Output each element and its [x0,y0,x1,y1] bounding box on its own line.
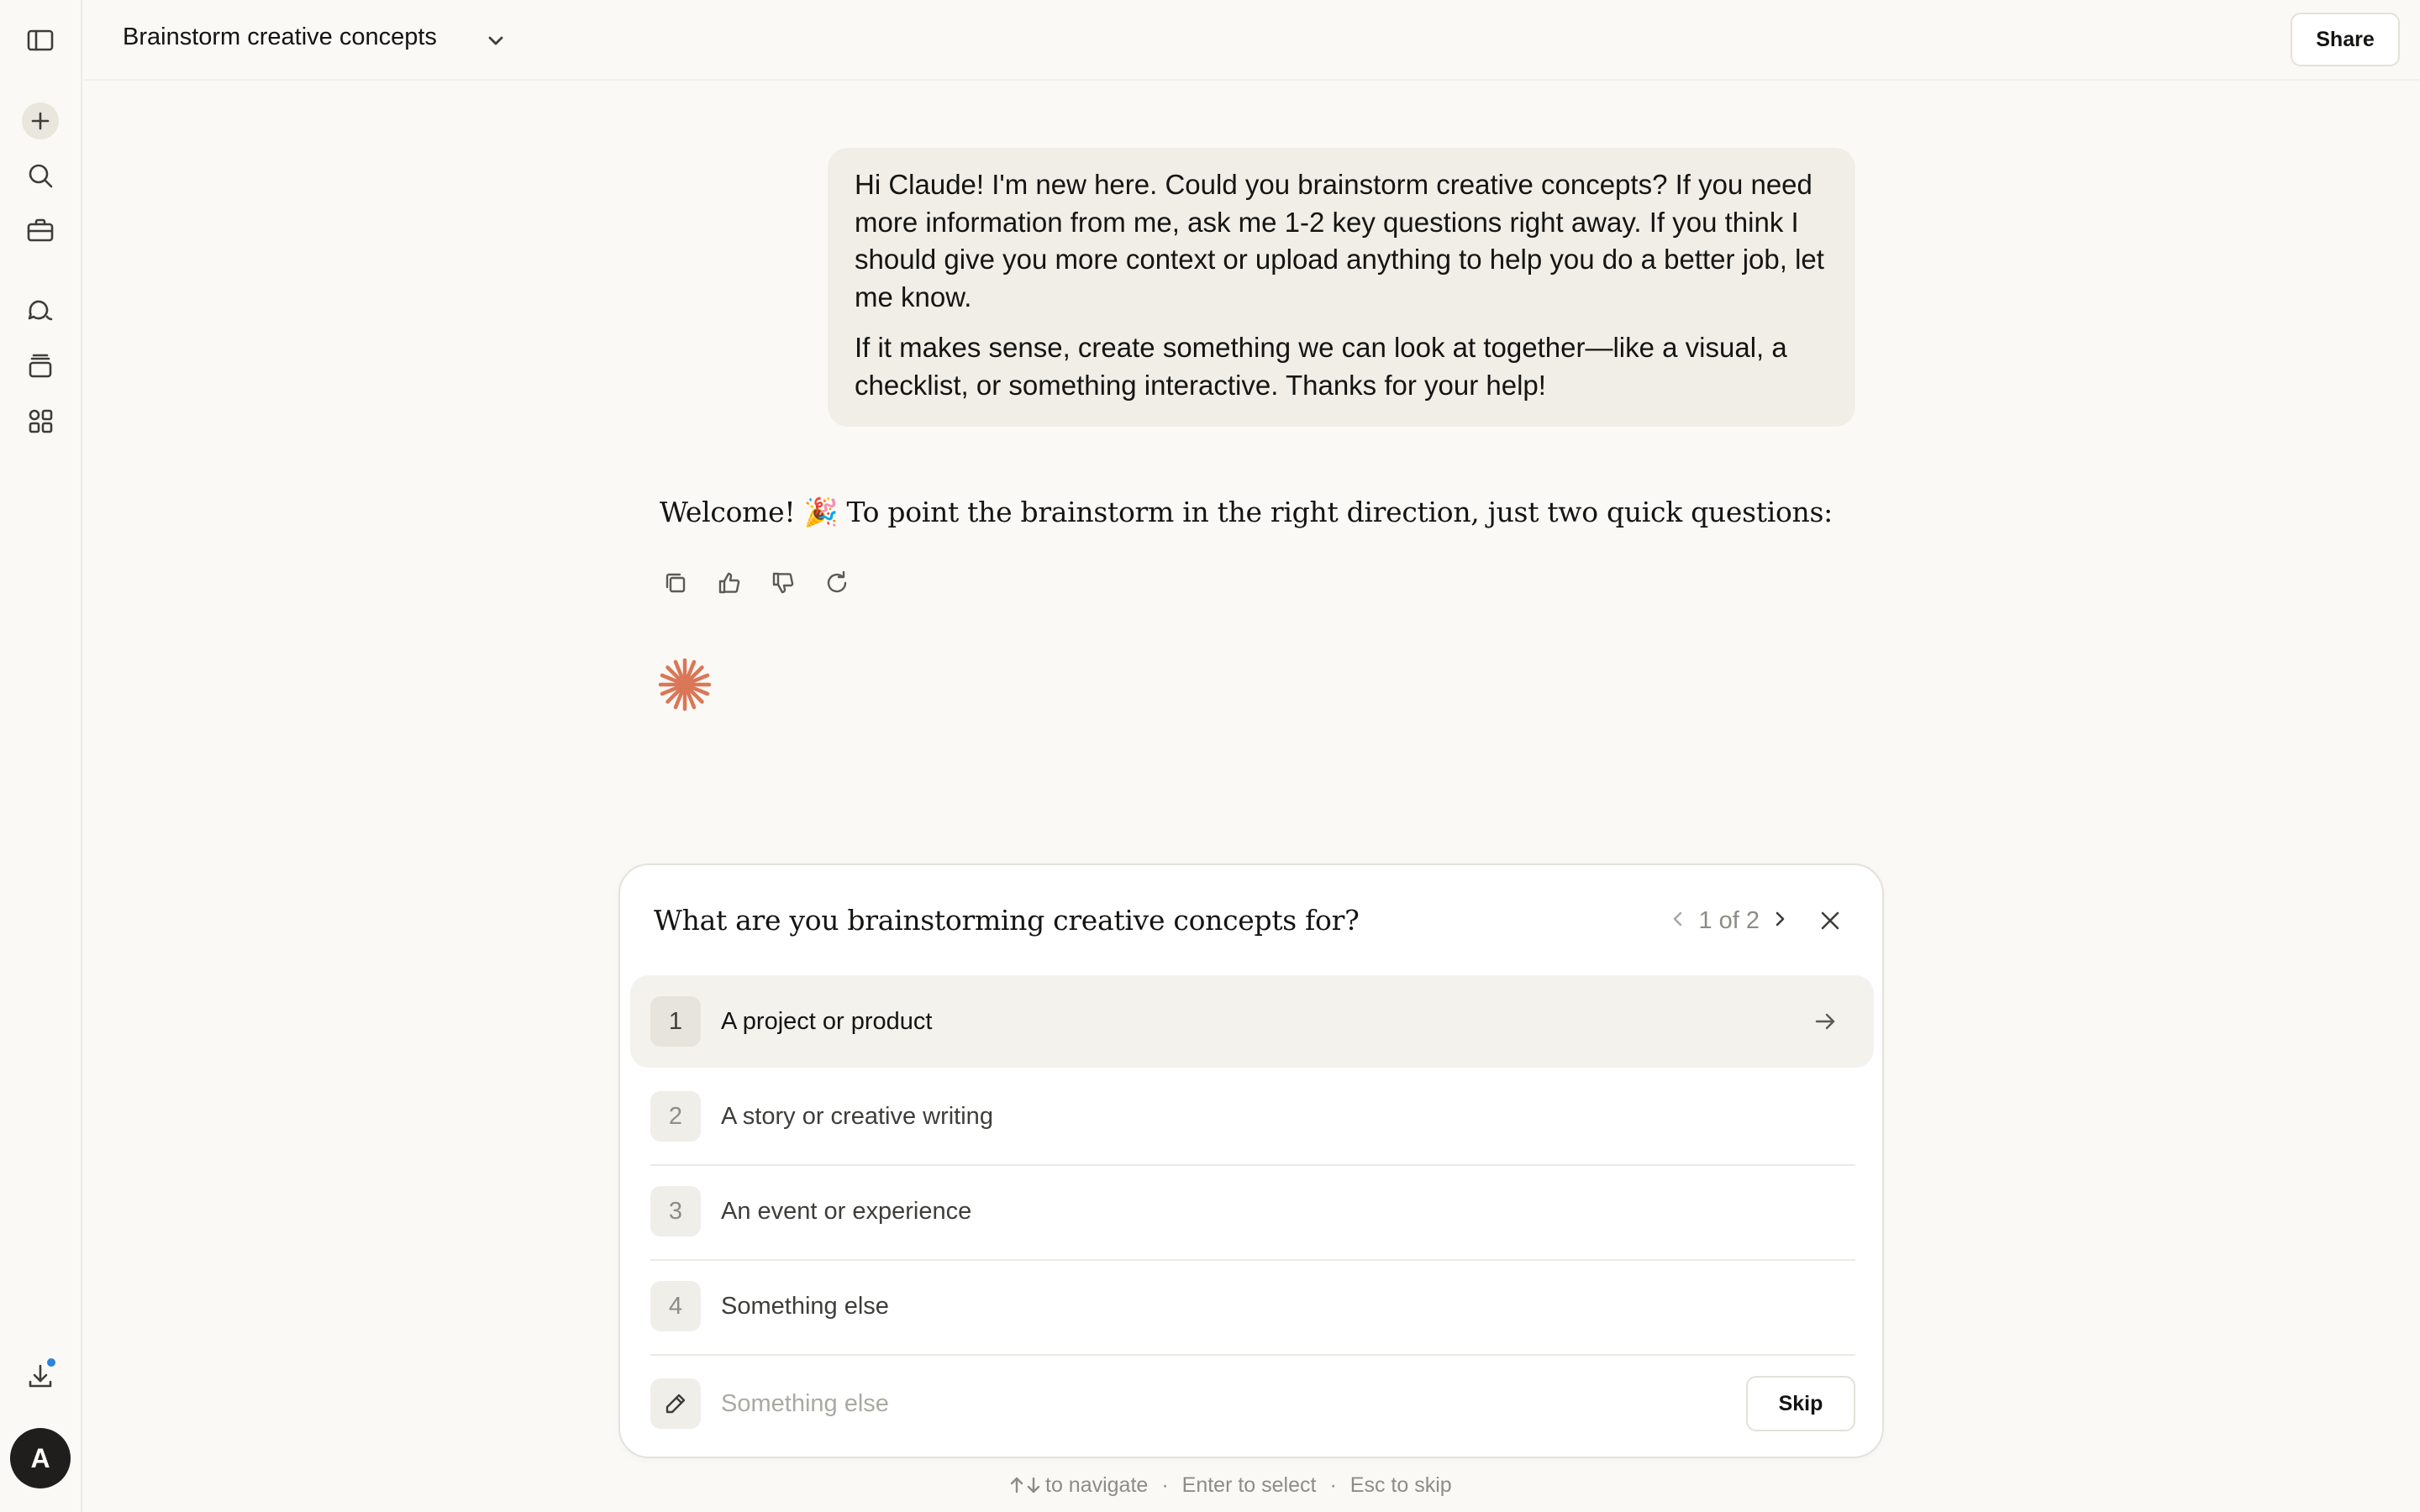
copy-icon [662,570,689,596]
retry-button[interactable] [817,563,857,603]
chevron-down-icon [485,29,507,51]
hint-separator: · [1329,1473,1337,1497]
arrow-right-icon [1810,1006,1840,1037]
option-3[interactable] [630,1165,1874,1257]
option-2[interactable] [630,1070,1874,1163]
copy-button[interactable] [655,563,696,603]
navigate-hint [1008,1473,1148,1498]
toggle-sidebar-button[interactable] [14,14,66,66]
select-hint: Enter to select [1181,1473,1317,1497]
plus-icon [28,108,53,134]
search-button[interactable] [14,150,66,202]
thumbs-up-button[interactable] [709,563,750,603]
chat-bubbles-icon [25,297,55,327]
chats-button[interactable] [14,286,66,338]
assistant-message: Welcome! 🎉 To point the brainstorm in the right direction, just two quick questions: [660,496,1833,528]
title-menu-button[interactable] [479,24,513,57]
claude-spark-icon [655,655,714,714]
projects-button[interactable] [14,340,66,392]
option-number: 1 [650,996,701,1047]
close-button[interactable] [1812,902,1849,939]
option-label: An event or experience [721,1197,972,1225]
arrow-down-icon [1025,1475,1042,1495]
message-actions [655,563,857,603]
question-card [618,864,1884,1458]
option-label: A project or product [721,1007,933,1035]
question-text: What are you brainstorming creative concepts for? [654,904,1360,937]
option-4[interactable] [630,1260,1874,1352]
option-number: 3 [650,1186,701,1236]
divider [650,1354,1855,1356]
next-question-button[interactable] [1770,909,1790,933]
option-1[interactable] [630,975,1874,1068]
user-message-paragraph: Hi Claude! I'm new here. Could you brainstorm creative concepts? If you need more information from me, ask me 1-2 key questions right away. If you think I should give you more context or upload anything to help you do a better job, let me know. [855,169,1824,312]
thumbs-up-icon [716,570,743,596]
share-button[interactable]: Share [2291,13,2400,66]
sidebar-icon [25,25,55,55]
header [84,0,2420,81]
keyboard-hints [1008,1472,1452,1499]
user-message-paragraph: If it makes sense, create something we can look at together—like a visual, a checklist, or something interactive. Thanks for your help! [855,332,1787,401]
briefcase-icon [25,215,55,245]
download-button[interactable] [14,1351,66,1403]
option-label: A story or creative writing [721,1102,993,1130]
sidebar [0,0,82,1512]
navigate-hint-text: to navigate [1045,1473,1149,1497]
prev-question-button[interactable] [1668,909,1688,933]
retry-icon [823,570,850,596]
thumbs-down-button[interactable] [763,563,803,603]
user-message [828,148,1855,427]
grid-shapes-icon [25,406,55,436]
hint-separator: · [1161,1473,1169,1497]
free-text-input[interactable] [721,1390,1645,1418]
thumbs-down-icon [770,570,797,596]
close-icon [1817,907,1844,934]
notification-dot [45,1356,58,1369]
question-pager [1668,902,1790,939]
skip-button[interactable]: Skip [1746,1376,1855,1431]
chat-title[interactable]: Brainstorm creative concepts [123,24,437,50]
chevron-left-icon [1668,909,1688,929]
option-label: Something else [721,1292,889,1320]
page-indicator: 1 of 2 [1698,906,1760,934]
stack-icon [25,351,55,381]
chevron-right-icon [1770,909,1790,929]
arrow-up-icon [1008,1475,1025,1495]
search-icon [25,160,55,191]
option-number: 4 [650,1281,701,1331]
option-number: 2 [650,1091,701,1142]
new-chat-button[interactable] [14,95,66,147]
avatar[interactable]: A [10,1428,71,1488]
artifacts-button[interactable] [14,395,66,447]
skip-hint: Esc to skip [1349,1473,1452,1497]
pencil-icon [650,1378,701,1429]
tools-button[interactable] [14,204,66,256]
free-text-row [650,1376,1855,1431]
